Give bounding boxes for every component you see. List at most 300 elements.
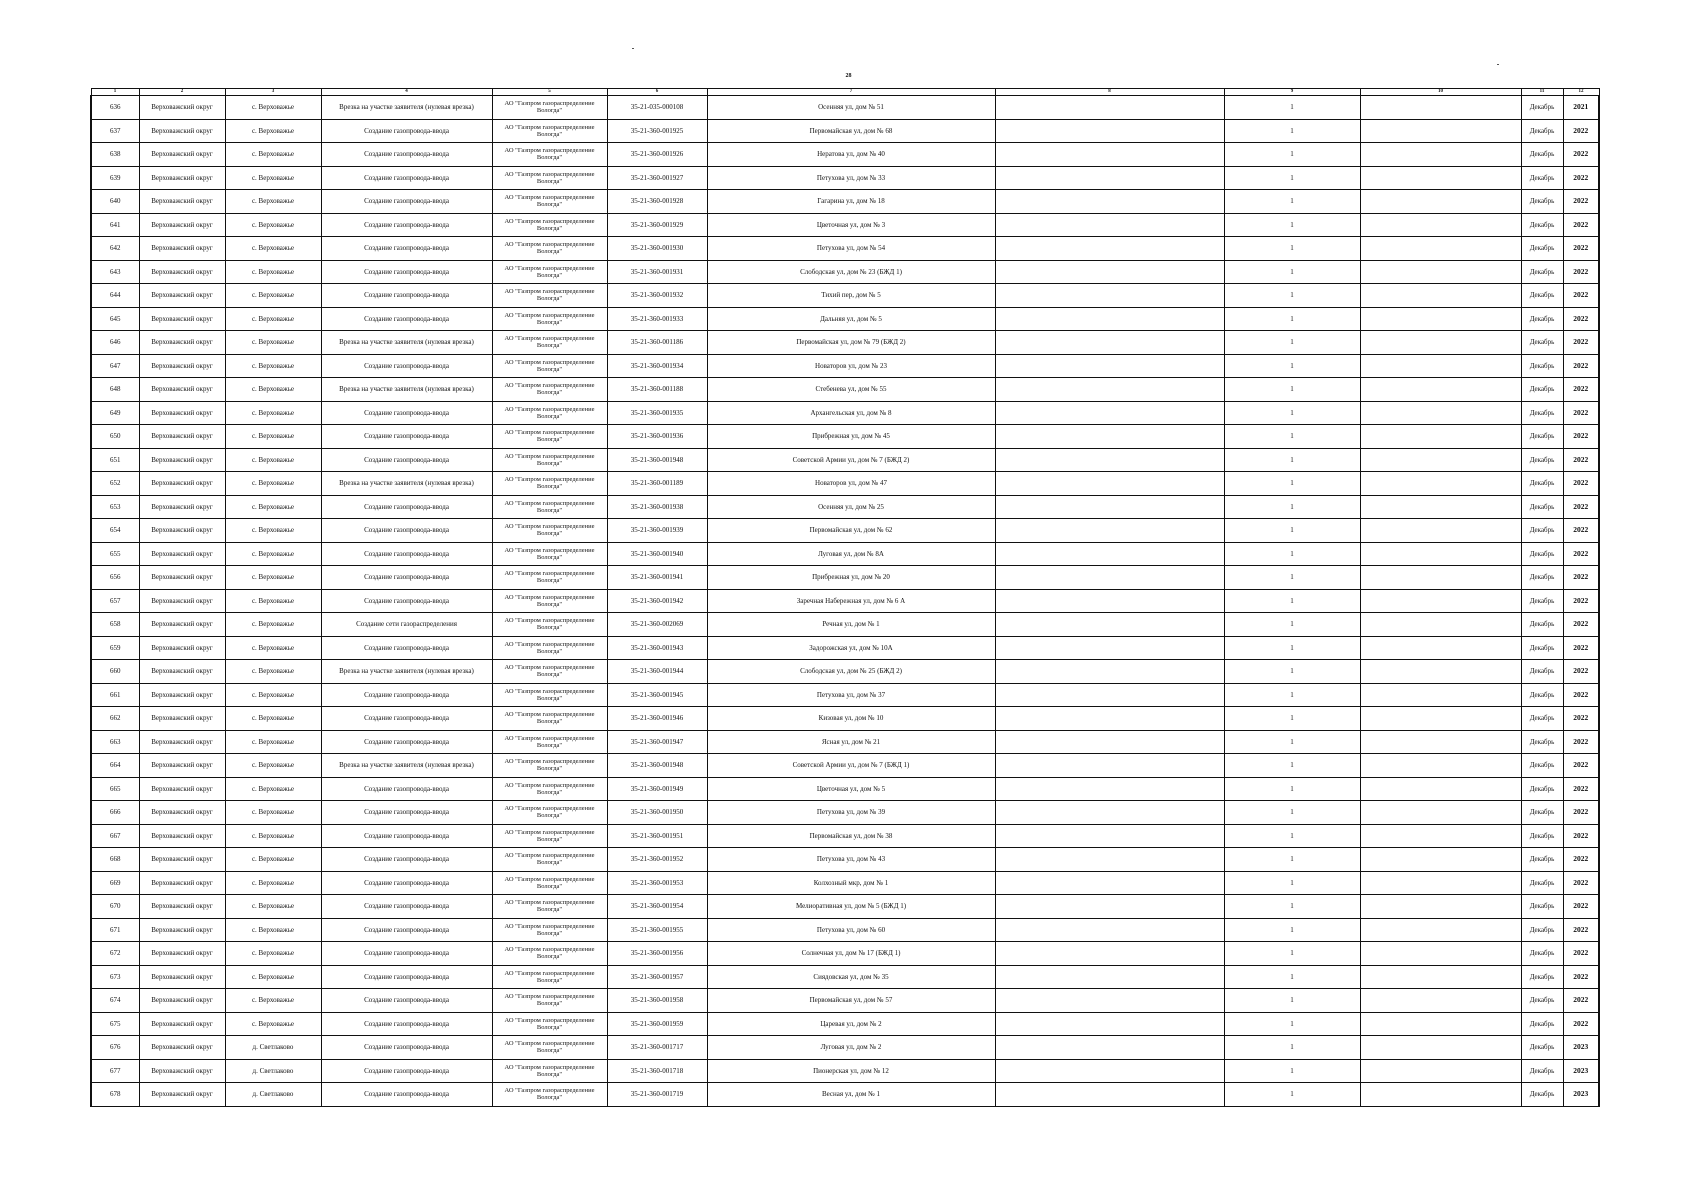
row-number-cell: 659: [91, 636, 139, 660]
settlement-cell: с. Верховажье: [225, 425, 321, 449]
settlement-cell: с. Верховажье: [225, 918, 321, 942]
settlement-cell: с. Верховажье: [225, 1012, 321, 1036]
table-row: [91, 96, 1599, 120]
month-cell: Декабрь: [1521, 307, 1563, 331]
application-number-cell: 35-21-360-001956: [607, 942, 707, 966]
district-cell: Верховажский округ: [139, 989, 225, 1013]
month-cell: Декабрь: [1521, 589, 1563, 613]
column-8-cell: [995, 519, 1224, 543]
year-cell: 2022: [1563, 636, 1599, 660]
column-8-cell: [995, 589, 1224, 613]
quantity-cell: 1: [1224, 237, 1360, 261]
address-cell: Луговая ул, дом № 2: [707, 1036, 995, 1060]
district-cell: Верховажский округ: [139, 354, 225, 378]
year-cell: 2022: [1563, 965, 1599, 989]
quantity-cell: 1: [1224, 260, 1360, 284]
quantity-cell: 1: [1224, 613, 1360, 637]
application-number-cell: 35-21-360-001718: [607, 1059, 707, 1083]
owner-cell: АО "Газпром газораспределение Вологда": [492, 96, 607, 120]
table-row: [91, 519, 1599, 543]
table-row: [91, 307, 1599, 331]
work-type-cell: Врезка на участке заявителя (нулевая врезка): [321, 378, 492, 402]
settlement-cell: с. Верховажье: [225, 660, 321, 684]
settlement-cell: с. Верховажье: [225, 284, 321, 308]
settlement-cell: с. Верховажье: [225, 730, 321, 754]
district-cell: Верховажский округ: [139, 166, 225, 190]
quantity-cell: 1: [1224, 1083, 1360, 1107]
work-type-cell: Создание газопровода-ввода: [321, 824, 492, 848]
owner-cell: АО "Газпром газораспределение Вологда": [492, 989, 607, 1013]
application-number-cell: 35-21-360-001948: [607, 448, 707, 472]
month-cell: Декабрь: [1521, 237, 1563, 261]
year-cell: 2022: [1563, 425, 1599, 449]
column-number-7: 7: [707, 89, 995, 96]
quantity-cell: 1: [1224, 1012, 1360, 1036]
application-number-cell: 35-21-360-001932: [607, 284, 707, 308]
owner-cell: АО "Газпром газораспределение Вологда": [492, 378, 607, 402]
settlement-cell: д. Светлаково: [225, 1059, 321, 1083]
application-number-cell: 35-21-360-001925: [607, 119, 707, 143]
table-row: [91, 1012, 1599, 1036]
table-row: [91, 918, 1599, 942]
month-cell: Декабрь: [1521, 683, 1563, 707]
table-row: [91, 143, 1599, 167]
column-8-cell: [995, 448, 1224, 472]
table-row: [91, 895, 1599, 919]
month-cell: Декабрь: [1521, 1036, 1563, 1060]
year-cell: 2022: [1563, 613, 1599, 637]
year-cell: 2022: [1563, 119, 1599, 143]
owner-cell: АО "Газпром газораспределение Вологда": [492, 284, 607, 308]
row-number-cell: 664: [91, 754, 139, 778]
year-cell: 2022: [1563, 472, 1599, 496]
settlement-cell: с. Верховажье: [225, 519, 321, 543]
settlement-cell: с. Верховажье: [225, 96, 321, 120]
work-type-cell: Создание газопровода-ввода: [321, 213, 492, 237]
table-row: [91, 683, 1599, 707]
owner-cell: АО "Газпром газораспределение Вологда": [492, 237, 607, 261]
column-10-cell: [1360, 448, 1521, 472]
work-type-cell: Создание газопровода-ввода: [321, 1036, 492, 1060]
owner-cell: АО "Газпром газораспределение Вологда": [492, 542, 607, 566]
column-10-cell: [1360, 707, 1521, 731]
district-cell: Верховажский округ: [139, 143, 225, 167]
application-number-cell: 35-21-360-001946: [607, 707, 707, 731]
settlement-cell: с. Верховажье: [225, 401, 321, 425]
row-number-cell: 678: [91, 1083, 139, 1107]
year-cell: 2022: [1563, 754, 1599, 778]
column-10-cell: [1360, 284, 1521, 308]
quantity-cell: 1: [1224, 1059, 1360, 1083]
row-number-cell: 653: [91, 495, 139, 519]
work-type-cell: Врезка на участке заявителя (нулевая врезка): [321, 96, 492, 120]
month-cell: Декабрь: [1521, 707, 1563, 731]
address-cell: Колхозный мкр, дом № 1: [707, 871, 995, 895]
owner-cell: АО "Газпром газораспределение Вологда": [492, 166, 607, 190]
quantity-cell: 1: [1224, 331, 1360, 355]
address-cell: Первомайская ул, дом № 68: [707, 119, 995, 143]
month-cell: Декабрь: [1521, 190, 1563, 214]
table-row: [91, 566, 1599, 590]
owner-cell: АО "Газпром газораспределение Вологда": [492, 307, 607, 331]
row-number-cell: 638: [91, 143, 139, 167]
column-8-cell: [995, 942, 1224, 966]
registry-table: [90, 88, 1600, 1107]
settlement-cell: с. Верховажье: [225, 213, 321, 237]
year-cell: 2022: [1563, 989, 1599, 1013]
application-number-cell: 35-21-360-001948: [607, 754, 707, 778]
month-cell: Декабрь: [1521, 213, 1563, 237]
month-cell: Декабрь: [1521, 895, 1563, 919]
column-8-cell: [995, 166, 1224, 190]
column-number-9: 9: [1224, 89, 1360, 96]
year-cell: 2022: [1563, 589, 1599, 613]
quantity-cell: 1: [1224, 848, 1360, 872]
row-number-cell: 661: [91, 683, 139, 707]
owner-cell: АО "Газпром газораспределение Вологда": [492, 660, 607, 684]
month-cell: Декабрь: [1521, 730, 1563, 754]
settlement-cell: с. Верховажье: [225, 542, 321, 566]
table-row: [91, 965, 1599, 989]
table-row: [91, 613, 1599, 637]
application-number-cell: 35-21-360-001957: [607, 965, 707, 989]
row-number-cell: 660: [91, 660, 139, 684]
address-cell: Ясная ул, дом № 21: [707, 730, 995, 754]
address-cell: Петухова ул, дом № 54: [707, 237, 995, 261]
district-cell: Верховажский округ: [139, 918, 225, 942]
settlement-cell: с. Верховажье: [225, 871, 321, 895]
quantity-cell: 1: [1224, 707, 1360, 731]
district-cell: Верховажский округ: [139, 284, 225, 308]
year-cell: 2022: [1563, 895, 1599, 919]
settlement-cell: с. Верховажье: [225, 566, 321, 590]
work-type-cell: Создание газопровода-ввода: [321, 566, 492, 590]
application-number-cell: 35-21-360-001944: [607, 660, 707, 684]
quantity-cell: 1: [1224, 495, 1360, 519]
quantity-cell: 1: [1224, 965, 1360, 989]
column-10-cell: [1360, 119, 1521, 143]
row-number-cell: 673: [91, 965, 139, 989]
owner-cell: АО "Газпром газораспределение Вологда": [492, 589, 607, 613]
quantity-cell: 1: [1224, 166, 1360, 190]
table-row: [91, 331, 1599, 355]
address-cell: Цветочная ул, дом № 3: [707, 213, 995, 237]
address-cell: Сиядовская ул, дом № 35: [707, 965, 995, 989]
address-cell: Царевая ул, дом № 2: [707, 1012, 995, 1036]
owner-cell: АО "Газпром газораспределение Вологда": [492, 1036, 607, 1060]
row-number-cell: 644: [91, 284, 139, 308]
table-row: [91, 401, 1599, 425]
owner-cell: АО "Газпром газораспределение Вологда": [492, 190, 607, 214]
work-type-cell: Создание газопровода-ввода: [321, 542, 492, 566]
column-10-cell: [1360, 824, 1521, 848]
district-cell: Верховажский округ: [139, 777, 225, 801]
quantity-cell: 1: [1224, 636, 1360, 660]
address-cell: Задорожская ул, дом № 10А: [707, 636, 995, 660]
row-number-cell: 665: [91, 777, 139, 801]
column-10-cell: [1360, 589, 1521, 613]
row-number-cell: 649: [91, 401, 139, 425]
table-row: [91, 1036, 1599, 1060]
work-type-cell: Создание газопровода-ввода: [321, 119, 492, 143]
table-row: [91, 378, 1599, 402]
column-8-cell: [995, 354, 1224, 378]
column-8-cell: [995, 989, 1224, 1013]
owner-cell: АО "Газпром газораспределение Вологда": [492, 519, 607, 543]
application-number-cell: 35-21-360-002069: [607, 613, 707, 637]
district-cell: Верховажский округ: [139, 895, 225, 919]
quantity-cell: 1: [1224, 777, 1360, 801]
year-cell: 2022: [1563, 354, 1599, 378]
row-number-cell: 637: [91, 119, 139, 143]
year-cell: 2022: [1563, 801, 1599, 825]
column-8-cell: [995, 707, 1224, 731]
column-number-5: 5: [492, 89, 607, 96]
column-10-cell: [1360, 871, 1521, 895]
owner-cell: АО "Газпром газораспределение Вологда": [492, 801, 607, 825]
quantity-cell: 1: [1224, 448, 1360, 472]
quantity-cell: 1: [1224, 895, 1360, 919]
column-10-cell: [1360, 730, 1521, 754]
table-row: [91, 636, 1599, 660]
owner-cell: АО "Газпром газораспределение Вологда": [492, 918, 607, 942]
column-10-cell: [1360, 801, 1521, 825]
quantity-cell: 1: [1224, 942, 1360, 966]
address-cell: Новаторов ул, дом № 47: [707, 472, 995, 496]
owner-cell: АО "Газпром газораспределение Вологда": [492, 260, 607, 284]
district-cell: Верховажский округ: [139, 495, 225, 519]
quantity-cell: 1: [1224, 519, 1360, 543]
settlement-cell: с. Верховажье: [225, 331, 321, 355]
year-cell: 2023: [1563, 1036, 1599, 1060]
settlement-cell: с. Верховажье: [225, 119, 321, 143]
month-cell: Декабрь: [1521, 566, 1563, 590]
settlement-cell: с. Верховажье: [225, 143, 321, 167]
column-10-cell: [1360, 777, 1521, 801]
work-type-cell: Создание газопровода-ввода: [321, 965, 492, 989]
quantity-cell: 1: [1224, 143, 1360, 167]
settlement-cell: с. Верховажье: [225, 942, 321, 966]
quantity-cell: 1: [1224, 401, 1360, 425]
application-number-cell: 35-21-360-001947: [607, 730, 707, 754]
year-cell: 2022: [1563, 260, 1599, 284]
column-number-8: 8: [995, 89, 1224, 96]
column-10-cell: [1360, 613, 1521, 637]
row-number-cell: 675: [91, 1012, 139, 1036]
quantity-cell: 1: [1224, 754, 1360, 778]
quantity-cell: 1: [1224, 213, 1360, 237]
owner-cell: АО "Газпром газораспределение Вологда": [492, 448, 607, 472]
column-8-cell: [995, 190, 1224, 214]
table-row: [91, 472, 1599, 496]
row-number-cell: 674: [91, 989, 139, 1013]
address-cell: Солнечная ул, дом № 17 (БЖД 1): [707, 942, 995, 966]
column-10-cell: [1360, 1036, 1521, 1060]
address-cell: Речная ул, дом № 1: [707, 613, 995, 637]
district-cell: Верховажский округ: [139, 824, 225, 848]
application-number-cell: 35-21-360-001939: [607, 519, 707, 543]
column-10-cell: [1360, 942, 1521, 966]
column-number-4: 4: [321, 89, 492, 96]
owner-cell: АО "Газпром газораспределение Вологда": [492, 777, 607, 801]
column-8-cell: [995, 143, 1224, 167]
application-number-cell: 35-21-360-001941: [607, 566, 707, 590]
district-cell: Верховажский округ: [139, 683, 225, 707]
application-number-cell: 35-21-360-001940: [607, 542, 707, 566]
settlement-cell: с. Верховажье: [225, 260, 321, 284]
column-10-cell: [1360, 213, 1521, 237]
quantity-cell: 1: [1224, 96, 1360, 120]
settlement-cell: с. Верховажье: [225, 237, 321, 261]
year-cell: 2022: [1563, 519, 1599, 543]
year-cell: 2022: [1563, 1012, 1599, 1036]
column-8-cell: [995, 754, 1224, 778]
district-cell: Верховажский округ: [139, 801, 225, 825]
month-cell: Декабрь: [1521, 425, 1563, 449]
column-8-cell: [995, 542, 1224, 566]
application-number-cell: 35-21-360-001931: [607, 260, 707, 284]
column-8-cell: [995, 636, 1224, 660]
table-row: [91, 848, 1599, 872]
quantity-cell: 1: [1224, 683, 1360, 707]
application-number-cell: 35-21-360-001943: [607, 636, 707, 660]
owner-cell: АО "Газпром газораспределение Вологда": [492, 425, 607, 449]
application-number-cell: 35-21-360-001934: [607, 354, 707, 378]
column-10-cell: [1360, 636, 1521, 660]
owner-cell: АО "Газпром газораспределение Вологда": [492, 895, 607, 919]
application-number-cell: 35-21-360-001186: [607, 331, 707, 355]
column-number-10: 10: [1360, 89, 1521, 96]
work-type-cell: Создание газопровода-ввода: [321, 848, 492, 872]
work-type-cell: Врезка на участке заявителя (нулевая врезка): [321, 472, 492, 496]
district-cell: Верховажский округ: [139, 1036, 225, 1060]
year-cell: 2022: [1563, 777, 1599, 801]
month-cell: Декабрь: [1521, 660, 1563, 684]
table-row: [91, 354, 1599, 378]
year-cell: 2021: [1563, 96, 1599, 120]
column-8-cell: [995, 918, 1224, 942]
application-number-cell: 35-21-360-001942: [607, 589, 707, 613]
column-10-cell: [1360, 237, 1521, 261]
address-cell: Осенняя ул, дом № 25: [707, 495, 995, 519]
district-cell: Верховажский округ: [139, 307, 225, 331]
column-8-cell: [995, 824, 1224, 848]
column-10-cell: [1360, 918, 1521, 942]
address-cell: Тихий пер, дом № 5: [707, 284, 995, 308]
application-number-cell: 35-21-360-001955: [607, 918, 707, 942]
month-cell: Декабрь: [1521, 354, 1563, 378]
column-10-cell: [1360, 260, 1521, 284]
column-8-cell: [995, 871, 1224, 895]
application-number-cell: 35-21-360-001926: [607, 143, 707, 167]
table-row: [91, 166, 1599, 190]
column-10-cell: [1360, 331, 1521, 355]
column-10-cell: [1360, 848, 1521, 872]
row-number-cell: 647: [91, 354, 139, 378]
year-cell: 2022: [1563, 566, 1599, 590]
column-8-cell: [995, 801, 1224, 825]
quantity-cell: 1: [1224, 119, 1360, 143]
address-cell: Первомайская ул, дом № 57: [707, 989, 995, 1013]
settlement-cell: с. Верховажье: [225, 589, 321, 613]
address-cell: Первомайская ул, дом № 62: [707, 519, 995, 543]
quantity-cell: 1: [1224, 425, 1360, 449]
column-number-3: 3: [225, 89, 321, 96]
month-cell: Декабрь: [1521, 96, 1563, 120]
month-cell: Декабрь: [1521, 824, 1563, 848]
work-type-cell: Создание газопровода-ввода: [321, 495, 492, 519]
year-cell: 2022: [1563, 824, 1599, 848]
address-cell: Петухова ул, дом № 39: [707, 801, 995, 825]
district-cell: Верховажский округ: [139, 1083, 225, 1107]
application-number-cell: 35-21-360-001953: [607, 871, 707, 895]
row-number-cell: 654: [91, 519, 139, 543]
work-type-cell: Создание газопровода-ввода: [321, 260, 492, 284]
year-cell: 2022: [1563, 683, 1599, 707]
month-cell: Декабрь: [1521, 848, 1563, 872]
column-number-2: 2: [139, 89, 225, 96]
settlement-cell: с. Верховажье: [225, 848, 321, 872]
table-row: [91, 730, 1599, 754]
work-type-cell: Создание газопровода-ввода: [321, 237, 492, 261]
district-cell: Верховажский округ: [139, 425, 225, 449]
year-cell: 2022: [1563, 871, 1599, 895]
table-row: [91, 801, 1599, 825]
column-8-cell: [995, 96, 1224, 120]
district-cell: Верховажский округ: [139, 331, 225, 355]
month-cell: Декабрь: [1521, 754, 1563, 778]
district-cell: Верховажский округ: [139, 190, 225, 214]
column-10-cell: [1360, 965, 1521, 989]
work-type-cell: Врезка на участке заявителя (нулевая врезка): [321, 754, 492, 778]
owner-cell: АО "Газпром газораспределение Вологда": [492, 824, 607, 848]
column-10-cell: [1360, 566, 1521, 590]
work-type-cell: Создание газопровода-ввода: [321, 519, 492, 543]
month-cell: Декабрь: [1521, 495, 1563, 519]
table-row: [91, 777, 1599, 801]
column-10-cell: [1360, 519, 1521, 543]
month-cell: Декабрь: [1521, 965, 1563, 989]
owner-cell: АО "Газпром газораспределение Вологда": [492, 354, 607, 378]
year-cell: 2022: [1563, 401, 1599, 425]
settlement-cell: с. Верховажье: [225, 707, 321, 731]
row-number-cell: 645: [91, 307, 139, 331]
column-8-cell: [995, 848, 1224, 872]
month-cell: Декабрь: [1521, 1012, 1563, 1036]
district-cell: Верховажский округ: [139, 871, 225, 895]
work-type-cell: Создание газопровода-ввода: [321, 190, 492, 214]
owner-cell: АО "Газпром газораспределение Вологда": [492, 1059, 607, 1083]
table-row: [91, 942, 1599, 966]
district-cell: Верховажский округ: [139, 448, 225, 472]
district-cell: Верховажский округ: [139, 260, 225, 284]
application-number-cell: 35-21-360-001717: [607, 1036, 707, 1060]
address-cell: Пионерская ул, дом № 12: [707, 1059, 995, 1083]
application-number-cell: 35-21-360-001188: [607, 378, 707, 402]
work-type-cell: Создание газопровода-ввода: [321, 1012, 492, 1036]
settlement-cell: с. Верховажье: [225, 895, 321, 919]
column-8-cell: [995, 566, 1224, 590]
work-type-cell: Создание газопровода-ввода: [321, 143, 492, 167]
district-cell: Верховажский округ: [139, 1012, 225, 1036]
application-number-cell: 35-21-360-001950: [607, 801, 707, 825]
row-number-cell: 650: [91, 425, 139, 449]
quantity-cell: 1: [1224, 354, 1360, 378]
address-cell: Слободская ул, дом № 23 (БЖД 1): [707, 260, 995, 284]
owner-cell: АО "Газпром газораспределение Вологда": [492, 965, 607, 989]
work-type-cell: Создание газопровода-ввода: [321, 589, 492, 613]
column-8-cell: [995, 425, 1224, 449]
